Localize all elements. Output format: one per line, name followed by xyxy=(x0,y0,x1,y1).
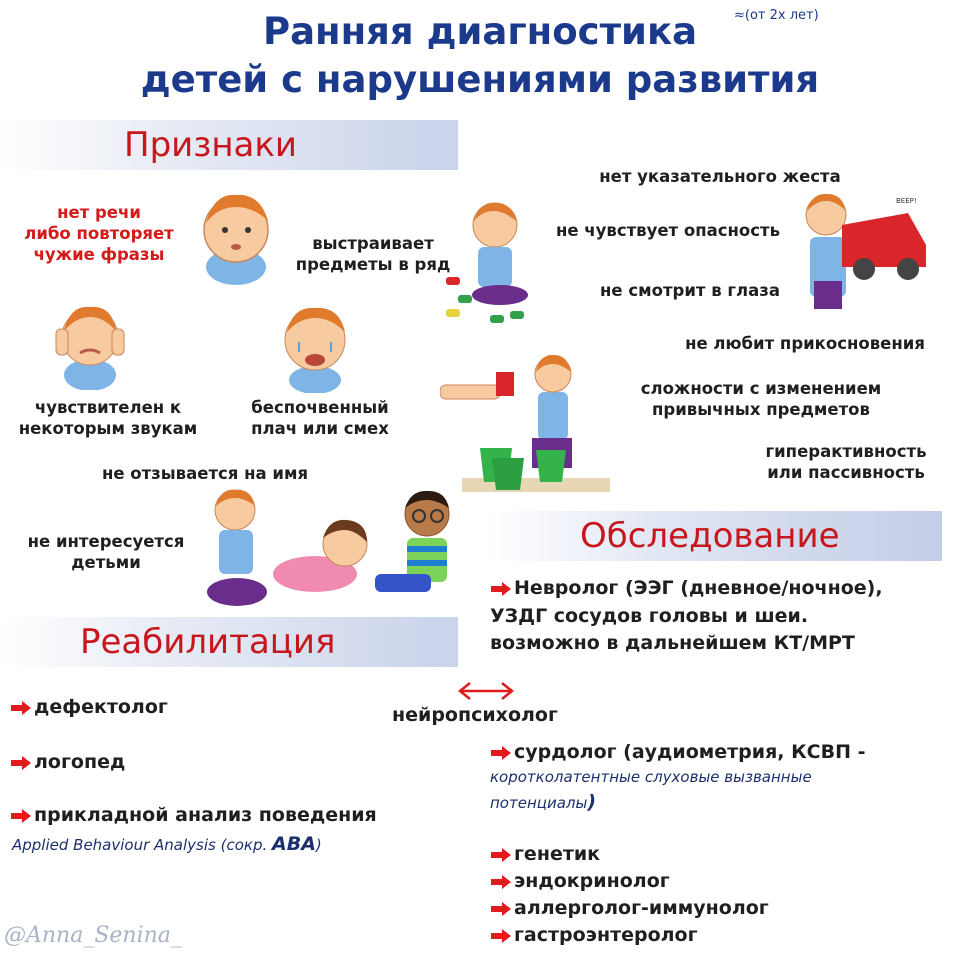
sign-text: сложности с изменением xyxy=(640,379,882,398)
exam-neurologist xyxy=(490,576,883,601)
rehab-heading: Реабилитация xyxy=(80,622,336,662)
watermark: @Anna_Senina_ xyxy=(4,923,182,948)
sign-text: чужие фразы xyxy=(33,245,165,264)
rehab-aba-note xyxy=(12,833,322,856)
red-arrow-icon xyxy=(490,746,512,760)
exam-audiologist-note: коротколатентные слуховые вызванные xyxy=(490,768,812,786)
note-text: потенциалы xyxy=(490,794,588,812)
exam-audiologist xyxy=(490,740,866,765)
children-playing-illustration xyxy=(205,488,465,618)
red-arrow-icon xyxy=(490,848,512,862)
sign-text: нет речи xyxy=(57,203,141,222)
sign-hyperactivity xyxy=(740,441,952,483)
child-illustration-sound xyxy=(40,295,140,390)
exam-ct-mri: возможно в дальнейшем КТ/МРТ xyxy=(490,632,855,654)
child-illustration-no-speech xyxy=(190,185,285,285)
sign-text: предметы в ряд xyxy=(295,255,451,274)
sign-no-pointing: нет указательного жеста xyxy=(599,167,841,186)
note-close: ) xyxy=(587,791,597,813)
rehab-text: логопед xyxy=(34,751,126,773)
sign-sound-sensitive xyxy=(2,397,214,439)
sign-text: или пассивность xyxy=(767,463,925,482)
title-line-2: детей с нарушениями развития xyxy=(140,58,820,101)
child-illustration-crying xyxy=(265,298,365,393)
exam-gastroenterologist xyxy=(490,923,698,948)
age-note: ≈(от 2х лет) xyxy=(734,8,819,23)
exam-geneticist xyxy=(490,842,600,867)
sign-lines-up-objects xyxy=(275,233,471,275)
sign-no-eye-contact: не смотрит в глаза xyxy=(600,281,780,300)
sign-dislikes-touch: не любит прикосновения xyxy=(685,334,925,353)
sign-change-difficulty xyxy=(615,378,907,420)
child-illustration-cups xyxy=(440,350,610,495)
sign-text: детьми xyxy=(71,553,141,572)
sign-text: привычных предметов xyxy=(652,400,870,419)
exam-doppler: УЗДГ сосудов головы и шеи. xyxy=(490,605,809,627)
rehab-text: прикладной анализ поведения xyxy=(34,804,377,826)
rehab-speech-therapist xyxy=(10,750,125,775)
sign-text: некоторым звукам xyxy=(18,419,198,438)
exam-text: аллерголог-иммунолог xyxy=(514,897,769,919)
exam-allergist xyxy=(490,896,769,921)
aba-note-text: Applied Behaviour Analysis (сокр. xyxy=(12,836,273,854)
red-arrow-icon xyxy=(10,809,32,823)
exam-heading: Обследование xyxy=(580,516,840,556)
red-arrow-icon xyxy=(490,929,512,943)
red-arrow-icon xyxy=(490,902,512,916)
sign-no-interest-in-kids xyxy=(5,531,207,573)
sign-no-danger-sense: не чувствует опасность xyxy=(555,221,781,240)
exam-neuropsychologist: нейропсихолог xyxy=(392,704,558,726)
sign-text: беспочвенный xyxy=(251,398,389,417)
exam-text: эндокринолог xyxy=(514,870,670,892)
sign-text: либо повторяет xyxy=(24,224,174,243)
sign-text: чувствителен к xyxy=(34,398,182,417)
exam-text: Невролог (ЭЭГ (дневное/ночное), xyxy=(514,577,883,599)
double-arrow-icon xyxy=(456,681,516,701)
rehab-defectologist xyxy=(10,695,168,720)
rehab-aba xyxy=(10,803,377,828)
red-arrow-icon xyxy=(10,756,32,770)
sign-no-name-response: не отзывается на имя xyxy=(101,464,309,483)
exam-text: сурдолог (аудиометрия, КСВП - xyxy=(514,741,866,763)
sign-no-speech xyxy=(8,202,190,265)
red-arrow-icon xyxy=(490,582,512,596)
sign-text: не интересуется xyxy=(27,532,185,551)
title-line-1: Ранняя диагностика xyxy=(262,10,698,53)
aba-abbr: ABA xyxy=(272,833,316,855)
red-arrow-icon xyxy=(10,701,32,715)
rehab-text: дефектолог xyxy=(34,696,168,718)
exam-endocrinologist xyxy=(490,869,670,894)
car-text: BEEP! xyxy=(896,197,917,205)
exam-text: гастроэнтеролог xyxy=(514,924,698,946)
aba-close: ) xyxy=(315,836,322,854)
sign-text: гиперактивность xyxy=(765,442,927,461)
sign-text: выстраивает xyxy=(312,234,434,253)
red-arrow-icon xyxy=(490,875,512,889)
exam-text: генетик xyxy=(514,843,601,865)
exam-audiologist-note-2 xyxy=(490,791,596,814)
sign-unprovoked-crying xyxy=(222,397,418,439)
sign-text: плач или смех xyxy=(251,419,389,438)
page-subtitle xyxy=(0,56,960,104)
signs-heading: Признаки xyxy=(124,125,298,165)
